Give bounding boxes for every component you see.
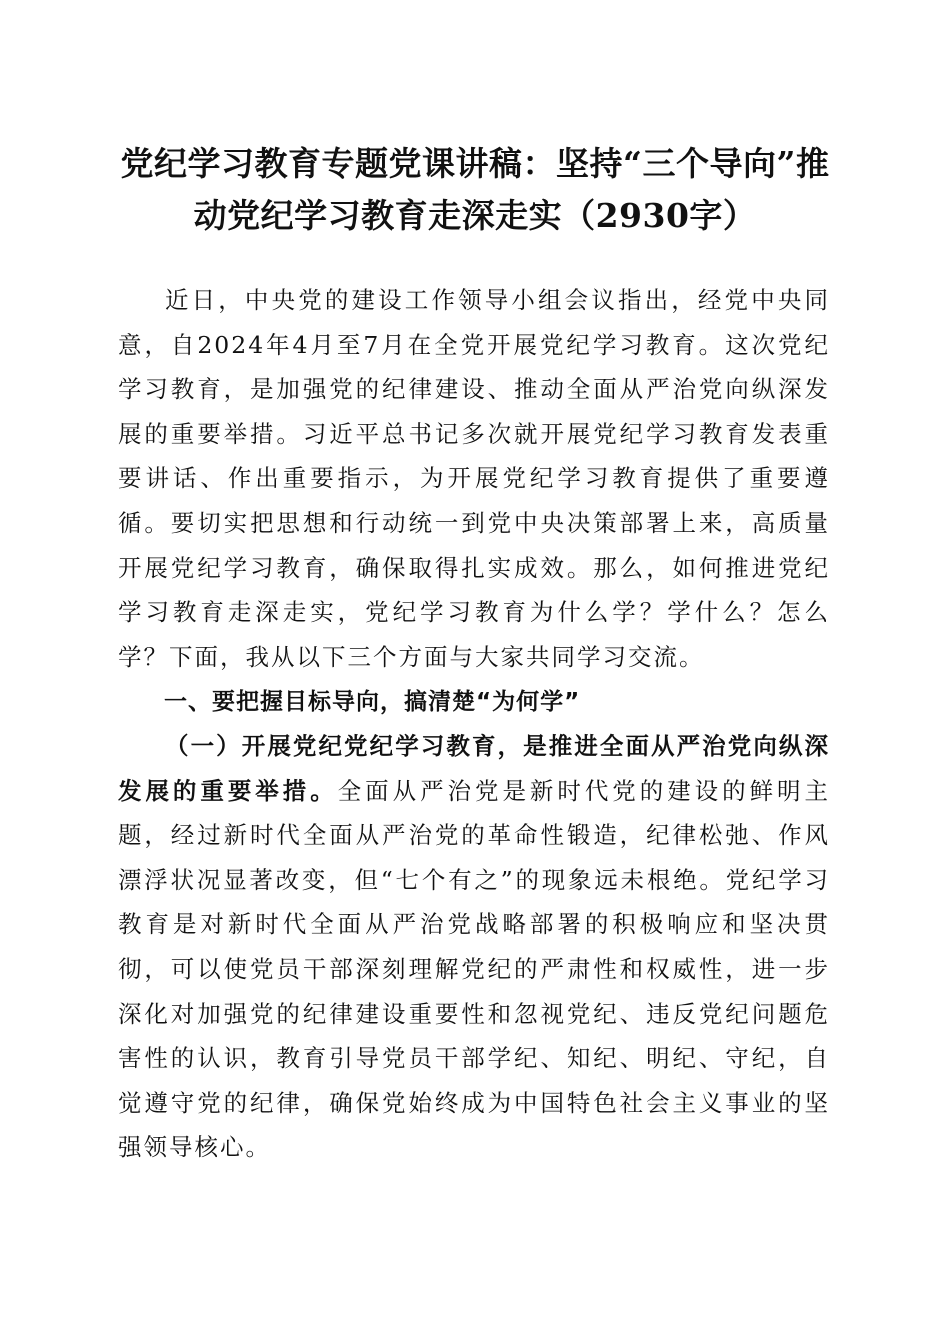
section-heading-1: 一、要把握目标导向，搞清楚“为何学” bbox=[164, 689, 581, 715]
document-title: 党纪学习教育专题党课讲稿：坚持“三个导向”推动党纪学习教育走深走实（2930字） bbox=[120, 144, 830, 235]
paragraph-body-text: 全面从严治党是新时代党的建设的鲜明主题，经过新时代全面从严治党的革命性锻造，纪律松弛、作风漂浮状况显著改变，但“七个有之”的现象远未根绝。党纪学习教育是对新时代全面从严治党战略部署的积极响应和坚决贯彻，可以使党员干部深刻理解党纪的严肃性和权威性，进一步深化对加强党的纪律建设重要性和忽视党纪、违反党纪问题危害性的认识，教育引导党员干部学纪、知纪、明纪、守纪，自觉遵守党的纪律，确保党始终成为中国特色社会主义事业的坚强领导核心。 bbox=[118, 776, 831, 1162]
section-1-paragraph-1 bbox=[118, 724, 830, 1170]
paragraph-lead-sentence: （一）开展党纪党纪学习教育，是推进全面从严治党向纵深发展的重要举措。 bbox=[118, 732, 830, 805]
intro-paragraph: 近日，中央党的建设工作领导小组会议指出，经党中央同意，自2024年4月至7月在全党开展党纪学习教育。这次党纪学习教育，是加强党的纪律建设、推动全面从严治党向纵深发展的重要举措。习近平总书记多次就开展党纪学习教育发表重要讲话、作出重要指示，为开展党纪学习教育提供了重要遵循。要切实把思想和行动统一到党中央决策部署上来，高质量开展党纪学习教育，确保取得扎实成效。那么，如何推进党纪学习教育走深走实，党纪学习教育为什么学？学什么？怎么学？下面，我从以下三个方面与大家共同学习交流。 bbox=[118, 286, 830, 671]
